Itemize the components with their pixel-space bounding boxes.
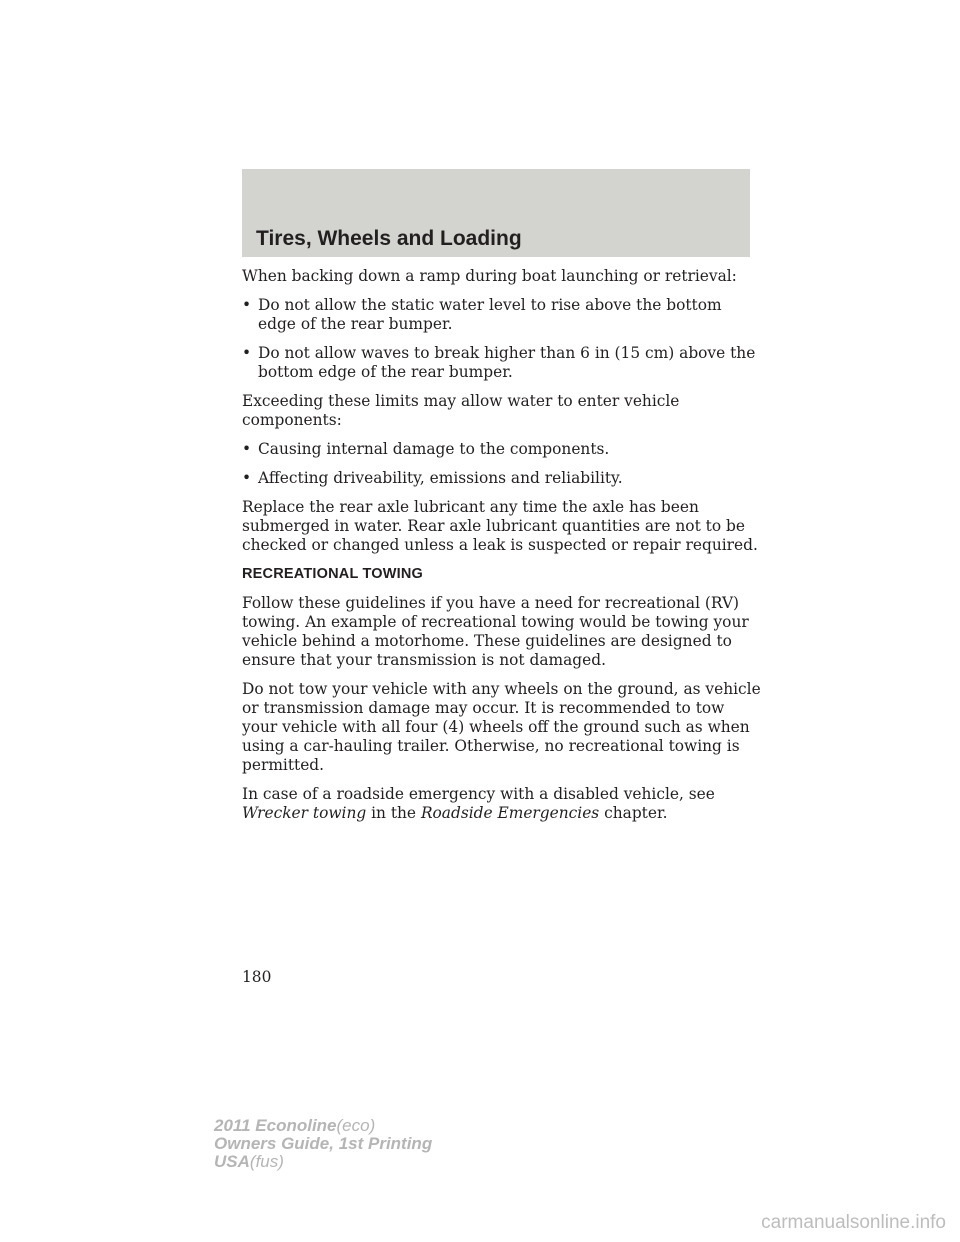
emergency-text-middle: in the	[366, 804, 421, 822]
bullet-icon: •	[242, 296, 252, 314]
bullet-icon: •	[242, 440, 252, 458]
emergency-text-start: In case of a roadside emergency with a disabled vehicle, see	[242, 785, 715, 803]
intro-paragraph: When backing down a ramp during boat launching or retrieval:	[242, 267, 737, 285]
list-item	[242, 344, 762, 382]
list-item	[242, 469, 762, 488]
footer-line-model	[214, 1117, 432, 1135]
section-title: Tires, Wheels and Loading	[256, 227, 522, 250]
footer-model: 2011 Econoline	[214, 1116, 337, 1135]
emergency-paragraph	[242, 785, 762, 823]
do-not-tow-paragraph: Do not tow your vehicle with any wheels on the ground, as vehicle or transmission damage may occur. It is recommended to tow your vehicle with all four (4) wheels off the ground such as when using a car-hauling trailer. Otherwise, no recreational towing is permitted.	[242, 680, 761, 774]
footer-region-code: (fus)	[249, 1152, 284, 1171]
section-header-band	[242, 169, 750, 257]
recreational-towing-heading: RECREATIONAL TOWING	[242, 566, 424, 582]
list-item	[242, 296, 762, 334]
footer-printing: Owners Guide, 1st Printing	[214, 1134, 433, 1153]
list-item	[242, 440, 762, 459]
list-item-text: Do not allow waves to break higher than 6 in (15 cm) above the bottom edge of the rear bumper.	[258, 344, 756, 381]
guidelines-paragraph: Follow these guidelines if you have a need for recreational (RV) towing. An example of recreational towing would be towing your vehicle behind a motorhome. These guidelines are designed to ensure that your transmission is not damaged.	[242, 594, 749, 669]
footer-model-code: (eco)	[336, 1116, 376, 1135]
footer-line-region	[214, 1153, 432, 1171]
exceed-paragraph: Exceeding these limits may allow water to enter vehicle components:	[242, 392, 680, 429]
list-item-text: Causing internal damage to the components.	[258, 440, 610, 458]
axle-paragraph: Replace the rear axle lubricant any time the axle has been submerged in water. Rear axle lubricant quantities are not to be checked or changed unless a leak is suspected or repair required.	[242, 498, 758, 554]
page-number: 180	[242, 968, 272, 986]
page-content	[242, 267, 762, 833]
roadside-emergencies-link[interactable]: Roadside Emergencies	[420, 804, 600, 822]
list-item-text: Do not allow the static water level to rise above the bottom edge of the rear bumper.	[258, 296, 722, 333]
watermark: carmanualsonline.info	[761, 1212, 946, 1233]
bullet-icon: •	[242, 344, 252, 362]
wrecker-towing-link[interactable]: Wrecker towing	[242, 804, 367, 822]
footer-region: USA	[214, 1152, 250, 1171]
list-item-text: Affecting driveability, emissions and reliability.	[258, 469, 623, 487]
bullet-icon: •	[242, 469, 252, 487]
document-footer	[214, 1117, 432, 1171]
emergency-text-end: chapter.	[599, 804, 668, 822]
